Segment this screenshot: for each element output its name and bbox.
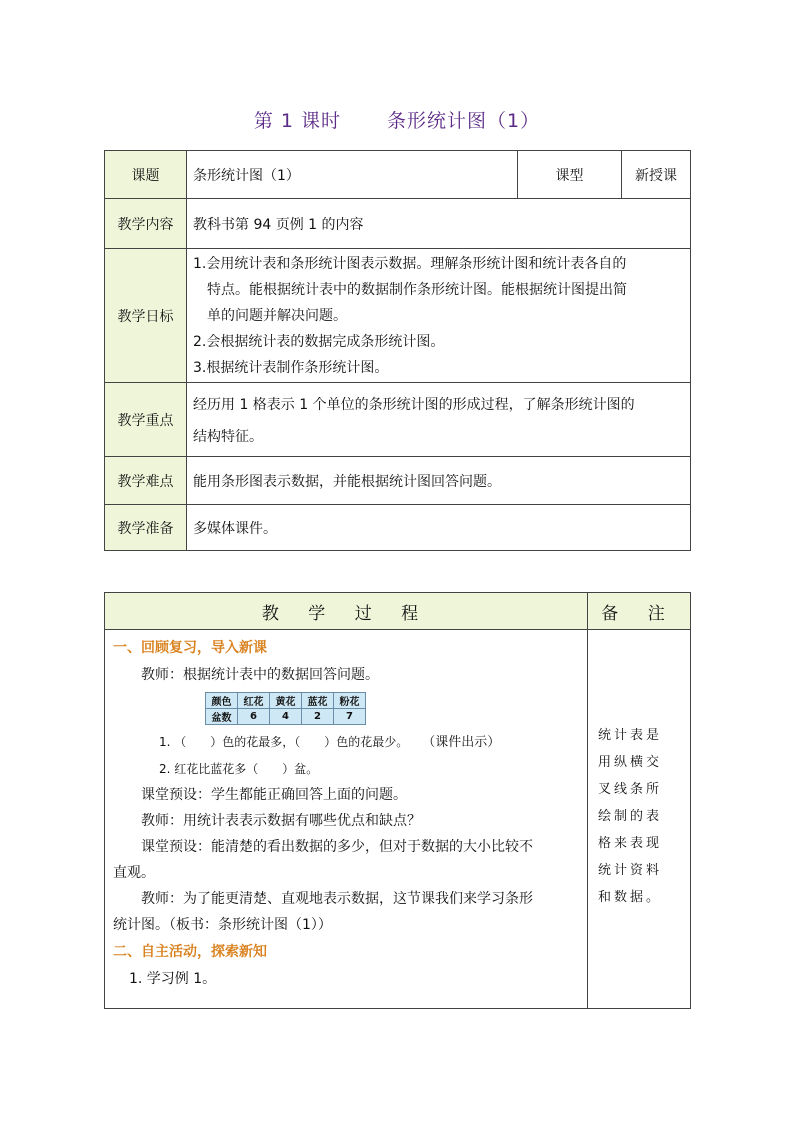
- focus-value: [187, 383, 691, 457]
- process-line: 教师：为了能更清楚、直观地表示数据，这节课我们来学习条形: [141, 891, 533, 907]
- process-line: 教师：根据统计表中的数据回答问题。: [141, 667, 379, 683]
- goal-line: 单的问题并解决问题。: [207, 307, 347, 324]
- difficulty-label: 教学难点: [105, 457, 187, 505]
- note-line: 统计表是: [598, 728, 663, 743]
- focus-line: 结构特征。: [193, 428, 263, 445]
- note-line: 绘制的表: [598, 809, 663, 824]
- note-line: 用纵横交: [598, 755, 663, 770]
- prep-label: 教学准备: [105, 505, 187, 551]
- process-header: 教 学 过 程: [105, 593, 588, 630]
- flower-count-table: [205, 692, 366, 725]
- table-cell: 2: [302, 709, 334, 725]
- lesson-number: 第 1 课时: [253, 110, 342, 132]
- courseware-note: （课件出示）: [422, 735, 501, 750]
- content-label: 教学内容: [105, 199, 187, 249]
- focus-label: 教学重点: [105, 383, 187, 457]
- note-line: 和数据。: [598, 890, 663, 905]
- goal-line: 3.根据统计表制作条形统计图。: [193, 359, 389, 376]
- table-cell: 4: [270, 709, 302, 725]
- lesson-topic: 条形统计图（1）: [387, 110, 541, 132]
- teaching-process-table: [104, 592, 691, 1009]
- note-line: 格来表现: [598, 836, 663, 851]
- section-heading: 二、自主活动，探索新知: [113, 944, 267, 960]
- process-line: 课堂预设：能清楚的看出数据的多少，但对于数据的大小比较不: [141, 839, 533, 855]
- table-header-cell: 粉花: [334, 693, 366, 709]
- note-header: 备 注: [588, 593, 691, 630]
- table-cell: 盆数: [206, 709, 238, 725]
- table-header-cell: 红花: [238, 693, 270, 709]
- process-line: 统计图。（板书：条形统计图（1））: [113, 917, 332, 933]
- question-1: [113, 729, 579, 756]
- table-header-cell: 颜色: [206, 693, 238, 709]
- question-1-text: 1. （ ）色的花最多，（ ）色的花最少。: [159, 735, 409, 749]
- process-line: 1. 学习例 1。: [129, 971, 217, 987]
- table-header-cell: 黄花: [270, 693, 302, 709]
- note-line: 叉线条所: [598, 782, 663, 797]
- goal-value: [187, 249, 691, 383]
- table-cell: 7: [334, 709, 366, 725]
- goal-line: 特点。能根据统计表中的数据制作条形统计图。能根据统计图提出简: [207, 281, 627, 298]
- prep-value: 多媒体课件。: [187, 505, 691, 551]
- process-line: 课堂预设：学生都能正确回答上面的问题。: [141, 787, 407, 803]
- note-line: 统计资料: [598, 863, 663, 878]
- note-body: [588, 630, 691, 1009]
- process-line: 直观。: [113, 865, 155, 881]
- question-2: 2. 红花比蓝花多（ ）盆。: [159, 762, 319, 776]
- lesson-info-table: [104, 150, 691, 551]
- goal-label: 教学日标: [105, 249, 187, 383]
- goal-line: 1.会用统计表和条形统计图表示数据。理解条形统计图和统计表各自的: [193, 255, 627, 272]
- process-line: 教师：用统计表表示数据有哪些优点和缺点？: [141, 813, 421, 829]
- table-header-cell: 蓝花: [302, 693, 334, 709]
- goal-line: 2.会根据统计表的数据完成条形统计图。: [193, 333, 445, 350]
- type-value: 新授课: [622, 151, 691, 199]
- content-value: 教科书第 94 页例 1 的内容: [187, 199, 691, 249]
- page-title: [0, 106, 794, 133]
- section-heading: 一、回顾复习，导入新课: [113, 640, 267, 656]
- topic-label: 课题: [105, 151, 187, 199]
- topic-value: 条形统计图（1）: [187, 151, 518, 199]
- focus-line: 经历用 1 格表示 1 个单位的条形统计图的形成过程，了解条形统计图的: [193, 396, 635, 413]
- difficulty-value: 能用条形图表示数据，并能根据统计图回答问题。: [187, 457, 691, 505]
- table-cell: 6: [238, 709, 270, 725]
- type-label: 课型: [518, 151, 622, 199]
- process-body: [105, 630, 588, 1009]
